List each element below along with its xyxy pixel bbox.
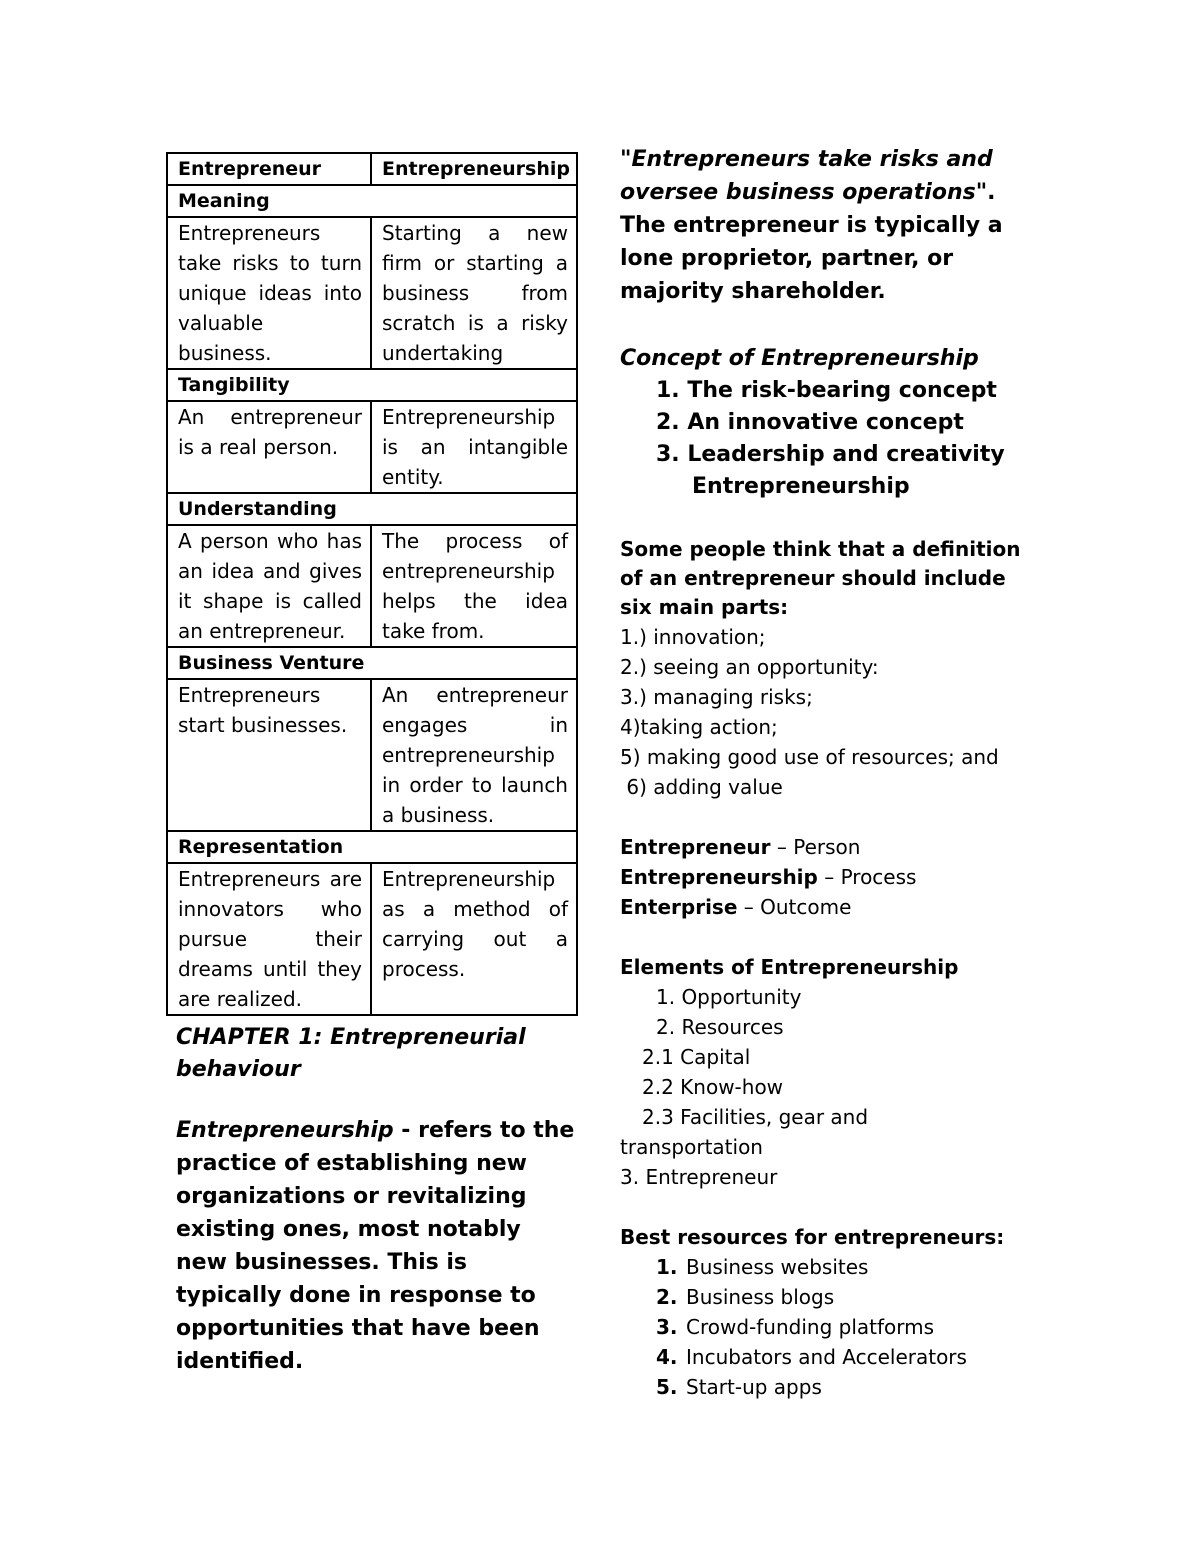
quote-text: "Entrepreneurs take risks and oversee business operations" — [620, 147, 993, 205]
triad-block — [620, 832, 1040, 922]
six-parts-list — [620, 622, 1040, 802]
triad-desc: – Person — [770, 835, 861, 859]
triad-row — [620, 862, 1040, 892]
triad-term: Enterprise — [620, 895, 738, 919]
elements-list — [620, 982, 1040, 1192]
comparison-table — [166, 152, 578, 1016]
list-item: 6) adding value — [620, 775, 783, 799]
table-row — [167, 401, 577, 493]
triad-desc: – Process — [817, 865, 917, 889]
concept-list — [620, 375, 1040, 503]
list-number: 5. — [656, 1375, 678, 1399]
section-title: Understanding — [167, 493, 577, 525]
list-number: 3. — [656, 1315, 678, 1339]
list-item: 3. Entrepreneur — [620, 1165, 778, 1189]
table-cell-right: Entrepreneurship as a method of carrying out a process. — [371, 863, 577, 1015]
resources-heading: Best resources for entrepreneurs: — [620, 1225, 1005, 1249]
table-cell-right: Entrepreneurship is an intangible entity. — [371, 401, 577, 493]
definition-term: Entrepreneurship — [176, 1118, 394, 1143]
table-cell-left: A person who has an idea and gives it shape is called an entrepreneur. — [167, 525, 371, 647]
triad-row — [620, 832, 1040, 862]
list-number: 2. — [656, 1285, 678, 1309]
triad-desc: – Outcome — [737, 895, 852, 919]
triad-term: Entrepreneur — [620, 835, 771, 859]
table-section-row — [167, 493, 577, 525]
table-cell-left: Entrepreneurs take risks to turn unique ideas into valuable business. — [167, 217, 371, 369]
list-item — [620, 1252, 1040, 1282]
list-text: Crowd-funding platforms — [686, 1315, 935, 1339]
list-text: Business blogs — [686, 1285, 835, 1309]
list-item: 2. An innovative concept — [656, 410, 964, 435]
list-item: 2.) seeing an opportunity: — [620, 655, 879, 679]
list-item: transportation — [620, 1135, 763, 1159]
triad-term: Entrepreneurship — [620, 865, 818, 889]
list-item — [620, 1312, 1040, 1342]
quote-paragraph — [620, 143, 1040, 308]
table-header-entrepreneurship: Entrepreneurship — [371, 153, 577, 185]
table-cell-left: An entrepreneur is a real person. — [167, 401, 371, 493]
list-item: 4)taking action; — [620, 715, 778, 739]
section-title: Meaning — [167, 185, 577, 217]
quote-rest: . The entrepreneur is typically a lone proprietor, partner, or majority shareholder. — [620, 180, 1003, 304]
section-title: Business Venture — [167, 647, 577, 679]
concept-heading: Concept of Entrepreneurship — [620, 346, 979, 371]
section-title: Tangibility — [167, 369, 577, 401]
list-number: 4. — [656, 1345, 678, 1369]
table-cell-right: The process of entrepreneurship helps the idea take from. — [371, 525, 577, 647]
list-item: 2. Resources — [656, 1015, 784, 1039]
list-item: 1. The risk-bearing concept — [656, 378, 997, 403]
table-row — [167, 863, 577, 1015]
left-column — [166, 152, 576, 1378]
table-cell-left: Entrepreneurs are innovators who pursue their dreams until they are realized. — [167, 863, 371, 1015]
table-cell-right: An entrepreneur engages in entrepreneurship in order to launch a business. — [371, 679, 577, 831]
list-item: 2.2 Know-how — [642, 1075, 784, 1099]
list-item: 3. Leadership and creativity — [656, 442, 1005, 467]
table-row — [167, 679, 577, 831]
right-column — [620, 143, 1040, 1402]
table-row — [167, 217, 577, 369]
list-item: 2.1 Capital — [642, 1045, 751, 1069]
chapter-title: CHAPTER 1: Entrepreneurial behaviour — [176, 1025, 526, 1082]
table-section-row — [167, 185, 577, 217]
list-number: 1. — [656, 1255, 678, 1279]
list-item: 1.) innovation; — [620, 625, 766, 649]
list-item: 1. Opportunity — [656, 985, 802, 1009]
list-item — [620, 1372, 1040, 1402]
table-section-row — [167, 647, 577, 679]
list-item: 2.3 Facilities, gear and — [642, 1105, 869, 1129]
table-cell-left: Entrepreneurs start businesses. — [167, 679, 371, 831]
table-header-entrepreneur: Entrepreneur — [167, 153, 371, 185]
list-text: Business websites — [686, 1255, 869, 1279]
triad-row — [620, 892, 1040, 922]
list-item — [620, 1342, 1040, 1372]
list-item — [620, 1282, 1040, 1312]
table-cell-right: Starting a new firm or starting a business from scratch is a risky undertaking — [371, 217, 577, 369]
table-header-row — [167, 153, 577, 185]
table-row — [167, 525, 577, 647]
six-parts-heading: Some people think that a definition of an entrepreneur should include six main parts: — [620, 537, 1021, 619]
list-item-continuation: Entrepreneurship — [692, 474, 910, 499]
list-text: Incubators and Accelerators — [686, 1345, 967, 1369]
definition-paragraph — [176, 1114, 576, 1378]
resources-list — [620, 1252, 1040, 1402]
elements-heading: Elements of Entrepreneurship — [620, 955, 959, 979]
list-item: 5) making good use of resources; and — [620, 745, 999, 769]
table-section-row — [167, 369, 577, 401]
list-text: Start-up apps — [686, 1375, 822, 1399]
definition-text: - refers to the practice of establishing new organizations or revitalizing existing ones, most notably new businesses. This is typically done in response to opportunities that have been identified. — [176, 1118, 575, 1374]
table-section-row — [167, 831, 577, 863]
list-item: 3.) managing risks; — [620, 685, 813, 709]
section-title: Representation — [167, 831, 577, 863]
